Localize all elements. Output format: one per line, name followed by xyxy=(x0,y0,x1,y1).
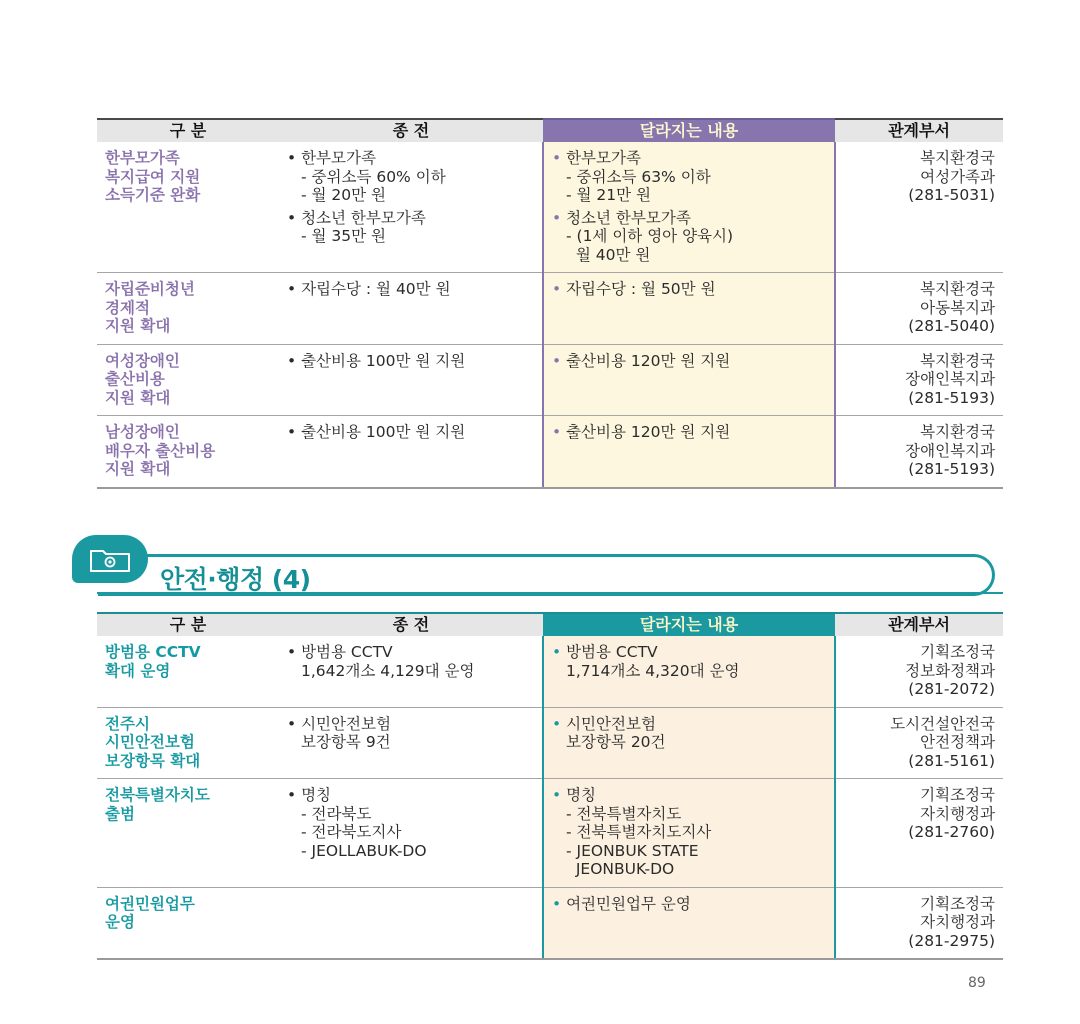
department-line: (281-5193) xyxy=(908,460,995,478)
category-cell xyxy=(97,416,279,488)
department-line: 장애인복지과 xyxy=(905,441,995,460)
bullet-item: • 자립수당 : 월 40만 원 xyxy=(287,280,534,299)
department-line: (281-5193) xyxy=(908,388,995,407)
page-number: 89 xyxy=(968,975,986,991)
table-row xyxy=(97,273,1003,345)
sub-item: 보장항목 9건 xyxy=(301,733,391,751)
department-line: (281-5161) xyxy=(908,751,995,770)
table-row xyxy=(97,779,1003,888)
category-line: 확대 운영 xyxy=(105,661,171,680)
department-line: 복지환경국 xyxy=(920,423,995,441)
changed-cell xyxy=(543,779,835,888)
changed-cell xyxy=(543,344,835,416)
sub-item: - 전북특별자치도지사 xyxy=(566,823,712,841)
header-department: 관계부서 xyxy=(835,613,1003,636)
bullet-item: • 한부모가족 xyxy=(287,149,534,168)
sub-item: - JEOLLABUK-DO xyxy=(301,841,427,860)
table-row xyxy=(97,416,1003,488)
bullet-item: • 방범용 CCTV xyxy=(552,643,826,662)
table-header-row xyxy=(97,613,1003,636)
previous-cell xyxy=(279,416,543,488)
section-badge xyxy=(72,535,148,583)
sub-item: 보장항목 20건 xyxy=(566,733,666,751)
department-cell xyxy=(835,779,1003,888)
previous-cell xyxy=(279,142,543,273)
bullet-item: • 청소년 한부모가족 xyxy=(287,209,534,228)
previous-cell xyxy=(279,636,543,707)
bullet-item: • 출산비용 120만 원 지원 xyxy=(552,352,826,371)
category-line: 전주시 xyxy=(105,714,150,733)
header-department: 관계부서 xyxy=(835,119,1003,142)
category-line: 보장항목 확대 xyxy=(105,751,201,770)
department-cell xyxy=(835,887,1003,959)
sub-item: - 중위소득 63% 이하 xyxy=(566,167,711,186)
bullet-item: • 출산비용 100만 원 지원 xyxy=(287,423,534,442)
bullet-item: • 자립수당 : 월 50만 원 xyxy=(552,280,826,299)
previous-cell xyxy=(279,887,543,959)
department-cell xyxy=(835,142,1003,273)
sub-item: - (1세 이하 영아 양육시) xyxy=(566,227,734,245)
sub-item: - 월 21만 원 xyxy=(566,186,652,204)
department-cell xyxy=(835,273,1003,345)
section-title: 안전·행정 (4) xyxy=(160,565,311,594)
table-row xyxy=(97,707,1003,779)
department-line: 자치행정과 xyxy=(920,804,995,823)
table-row xyxy=(97,142,1003,273)
department-line: 복지환경국 xyxy=(920,351,995,370)
header-category: 구 분 xyxy=(97,613,279,636)
folder-icon xyxy=(89,547,131,573)
welfare-changes-table xyxy=(97,118,1003,489)
previous-cell xyxy=(279,273,543,345)
previous-cell xyxy=(279,707,543,779)
category-line: 출산비용 xyxy=(105,370,165,388)
department-line: 기획조정국 xyxy=(920,894,995,913)
bullet-item: • 출산비용 120만 원 지원 xyxy=(552,423,826,442)
changed-cell xyxy=(543,273,835,345)
department-line: 아동복지과 xyxy=(920,298,995,317)
department-cell xyxy=(835,416,1003,488)
category-cell xyxy=(97,344,279,416)
changed-cell xyxy=(543,707,835,779)
sub-item: - 전라북도 xyxy=(301,804,372,823)
changed-cell xyxy=(543,636,835,707)
category-line: 소득기준 완화 xyxy=(105,186,201,204)
changed-cell xyxy=(543,887,835,959)
department-line: 기획조정국 xyxy=(920,643,995,661)
department-line: 정보화정책과 xyxy=(905,661,995,680)
bullet-item: • 명칭 xyxy=(287,786,534,805)
category-line: 지원 확대 xyxy=(105,388,171,407)
changed-cell xyxy=(543,142,835,273)
sub-item: - 월 35만 원 xyxy=(301,227,387,245)
sub-item: JEONBUK-DO xyxy=(566,860,675,878)
department-line: (281-5040) xyxy=(908,317,995,335)
sub-item: - JEONBUK STATE xyxy=(566,841,699,860)
sub-item: - 중위소득 60% 이하 xyxy=(301,167,446,186)
category-line: 출범 xyxy=(105,804,135,823)
department-line: (281-2760) xyxy=(908,823,995,841)
changed-cell xyxy=(543,416,835,488)
category-line: 전북특별자치도 xyxy=(105,786,210,804)
department-line: 도시건설안전국 xyxy=(890,714,995,733)
category-line: 지원 확대 xyxy=(105,317,171,335)
bullet-item: • 여권민원업무 운영 xyxy=(552,895,826,914)
department-cell xyxy=(835,636,1003,707)
category-line: 운영 xyxy=(105,913,135,931)
category-line: 자립준비청년 xyxy=(105,280,195,298)
department-cell xyxy=(835,707,1003,779)
bullet-item: • 명칭 xyxy=(552,786,826,805)
previous-cell xyxy=(279,344,543,416)
department-line: 자치행정과 xyxy=(920,913,995,931)
table-row xyxy=(97,344,1003,416)
category-line: 한부모가족 xyxy=(105,149,180,167)
table-row xyxy=(97,887,1003,959)
bullet-item: • 출산비용 100만 원 지원 xyxy=(287,352,534,371)
sub-item: - 전북특별자치도 xyxy=(566,804,682,823)
header-category: 구 분 xyxy=(97,119,279,142)
category-cell xyxy=(97,887,279,959)
department-line: 기획조정국 xyxy=(920,786,995,804)
department-line: 여성가족과 xyxy=(920,167,995,186)
category-line: 경제적 xyxy=(105,298,150,317)
sub-item: 1,642개소 4,129대 운영 xyxy=(301,661,475,680)
category-cell xyxy=(97,142,279,273)
category-line: 여성장애인 xyxy=(105,351,180,370)
department-line: 복지환경국 xyxy=(920,149,995,167)
category-cell xyxy=(97,707,279,779)
category-cell xyxy=(97,779,279,888)
header-changed: 달라지는 내용 xyxy=(543,613,835,636)
header-previous: 종 전 xyxy=(279,119,543,142)
category-line: 시민안전보험 xyxy=(105,733,195,751)
previous-cell xyxy=(279,779,543,888)
category-line: 여권민원업무 xyxy=(105,894,195,913)
department-line: 장애인복지과 xyxy=(905,370,995,388)
table-row xyxy=(97,636,1003,707)
sub-item: 월 40만 원 xyxy=(566,245,651,264)
table-header-row xyxy=(97,119,1003,142)
sub-item: 1,714개소 4,320대 운영 xyxy=(566,661,740,680)
department-line: 복지환경국 xyxy=(920,280,995,298)
bullet-item: • 청소년 한부모가족 xyxy=(552,209,826,228)
category-line: 남성장애인 xyxy=(105,423,180,441)
bullet-item: • 시민안전보험 xyxy=(552,715,826,734)
category-line: 지원 확대 xyxy=(105,460,171,478)
category-line: 배우자 출산비용 xyxy=(105,441,216,460)
header-previous: 종 전 xyxy=(279,613,543,636)
category-cell xyxy=(97,636,279,707)
department-line: 안전정책과 xyxy=(920,733,995,751)
safety-admin-changes-table xyxy=(97,612,1003,960)
header-changed: 달라지는 내용 xyxy=(543,119,835,142)
department-line: (281-5031) xyxy=(908,186,995,204)
sub-item: - 월 20만 원 xyxy=(301,186,387,204)
bullet-item: • 한부모가족 xyxy=(552,149,826,168)
department-line: (281-2975) xyxy=(908,931,995,950)
bullet-item: • 방범용 CCTV xyxy=(287,643,534,662)
bullet-item: • 시민안전보험 xyxy=(287,715,534,734)
department-line: (281-2072) xyxy=(908,680,995,698)
category-cell xyxy=(97,273,279,345)
category-line: 방범용 CCTV xyxy=(105,643,201,661)
sub-item: - 전라북도지사 xyxy=(301,823,402,841)
department-cell xyxy=(835,344,1003,416)
category-line: 복지급여 지원 xyxy=(105,167,201,186)
